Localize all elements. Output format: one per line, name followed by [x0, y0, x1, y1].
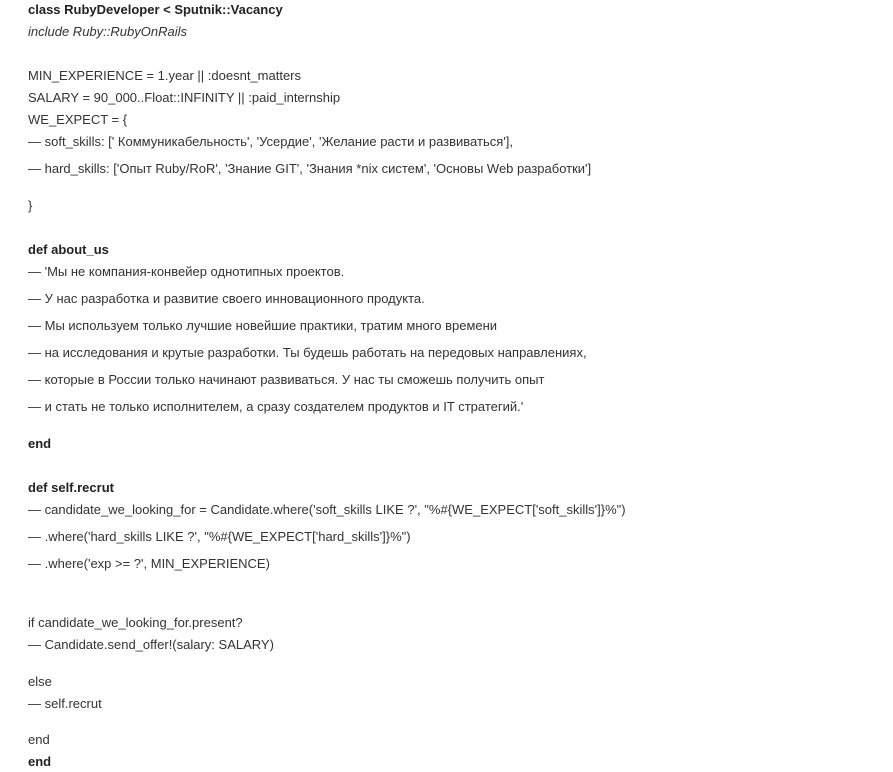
recrut-query-line: — .where('exp >= ?', MIN_EXPERIENCE) — [28, 556, 270, 571]
send-offer-line: — Candidate.send_offer!(salary: SALARY) — [28, 637, 274, 652]
else-line: else — [28, 674, 52, 689]
about-us-line: — которые в России только начинают развиваться. У нас ты сможешь получить опыт — [28, 372, 545, 387]
salary-line: SALARY = 90_000..Float::INFINITY || :paid_internship — [28, 90, 341, 105]
about-us-line: — 'Мы не компания-конвейер однотипных проектов. — [28, 264, 345, 279]
self-recrut-line: — self.recrut — [28, 696, 102, 711]
hard-skills-line: — hard_skills: ['Опыт Ruby/RoR', 'Знание GIT', 'Знания *nix систем', 'Основы Web разработки'] — [28, 161, 592, 176]
about-us-line: — и стать не только исполнителем, а сразу создателем продуктов и IT стратегий.' — [28, 399, 524, 414]
we-expect-close-line: } — [28, 198, 33, 213]
about-us-line: — Мы используем только лучшие новейшие практики, тратим много времени — [28, 318, 498, 333]
recrut-query-line: — .where('hard_skills LIKE ?', "%#{WE_EXPECT['hard_skills']}%") — [28, 529, 411, 544]
soft-skills-line: — soft_skills: [' Коммуникабельность', 'Усердие', 'Желание расти и развиваться'], — [28, 134, 513, 149]
if-line: if candidate_we_looking_for.present? — [28, 615, 243, 630]
recrut-def: def self.recrut — [28, 480, 114, 495]
class-declaration: class RubyDeveloper < Sputnik::Vacancy — [28, 2, 283, 17]
we-expect-open-line: WE_EXPECT = { — [28, 112, 128, 127]
recrut-end: end — [28, 754, 52, 769]
min-experience-line: MIN_EXPERIENCE = 1.year || :doesnt_matters — [28, 68, 301, 83]
recrut-query-line: — candidate_we_looking_for = Candidate.where('soft_skills LIKE ?', "%#{WE_EXPECT['soft_skills']}%") — [28, 502, 626, 517]
about-us-end: end — [28, 436, 52, 451]
include-line: include Ruby::RubyOnRails — [28, 24, 187, 39]
if-end-line: end — [28, 732, 50, 747]
about-us-def: def about_us — [28, 242, 109, 257]
about-us-line: — У нас разработка и развитие своего инновационного продукта. — [28, 291, 425, 306]
about-us-line: — на исследования и крутые разработки. Ты будешь работать на передовых направлениях, — [28, 345, 587, 360]
